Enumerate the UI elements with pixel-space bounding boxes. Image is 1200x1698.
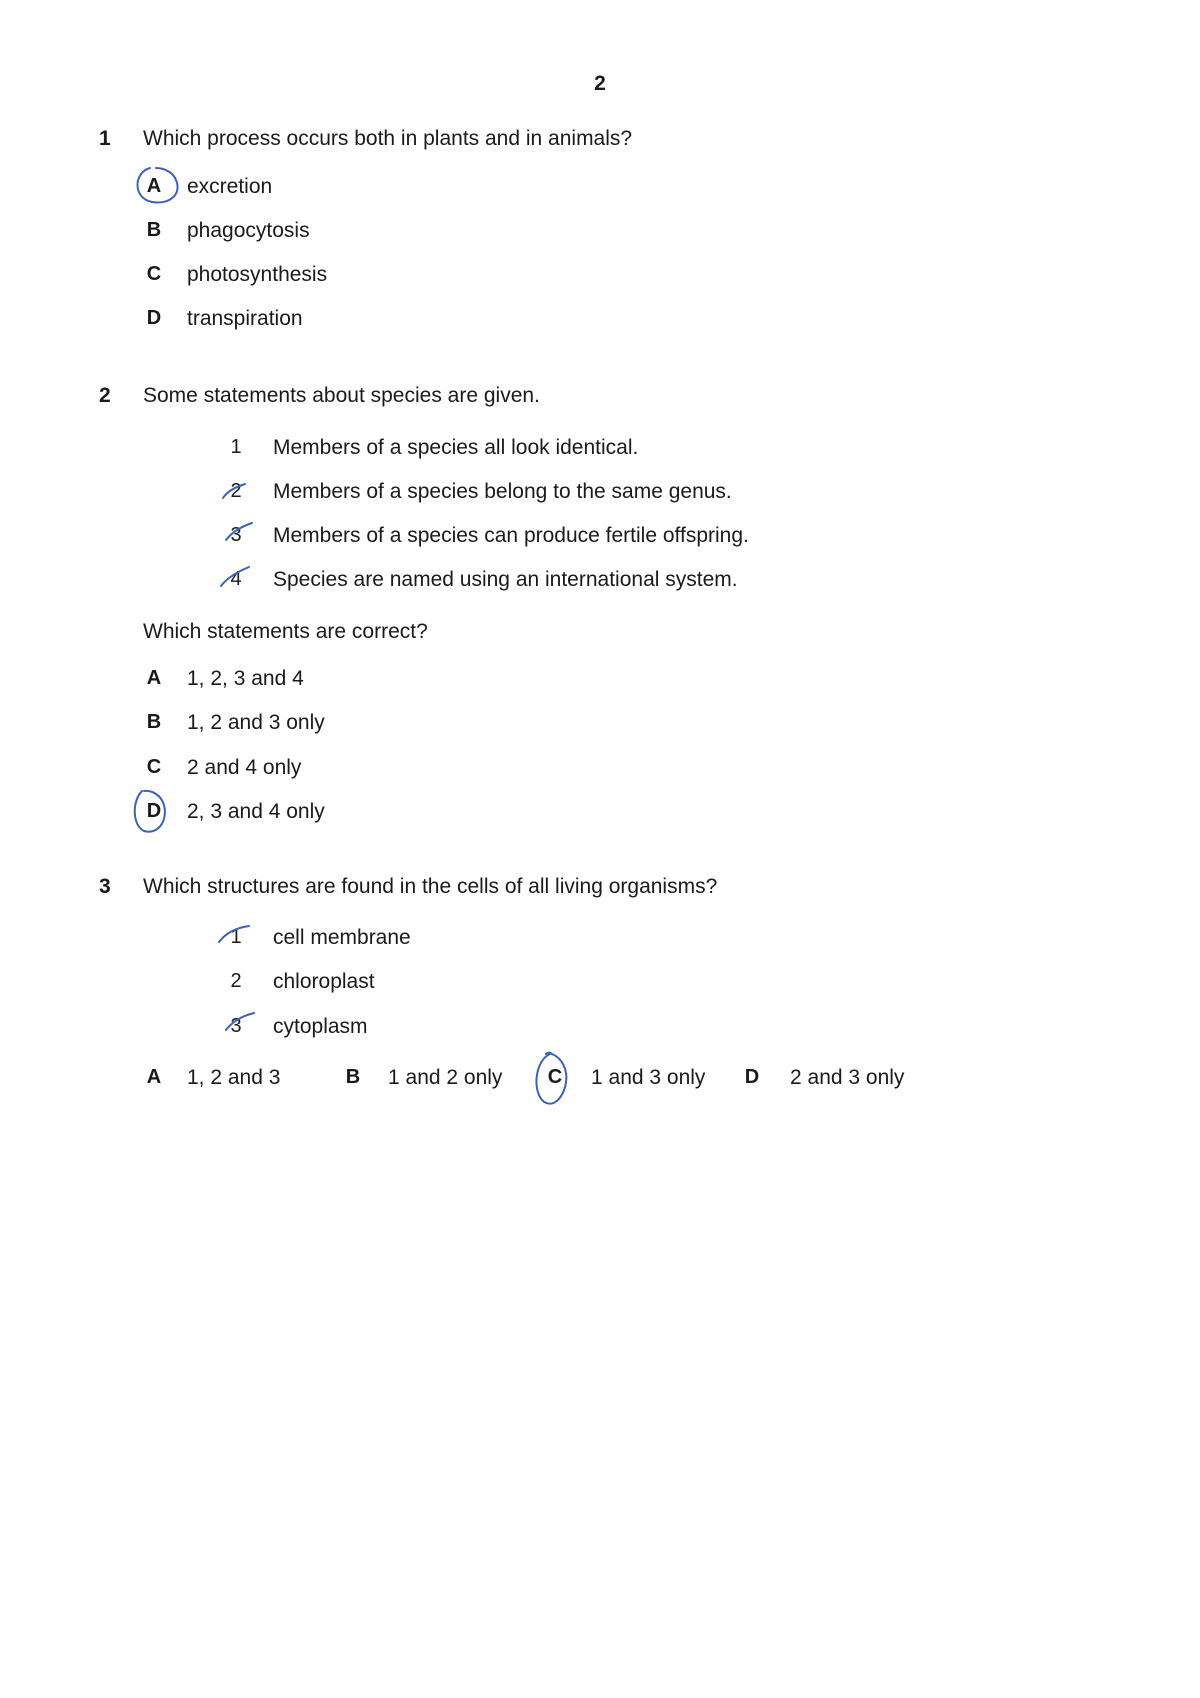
q2-statement-3-text: Members of a species can produce fertile offspring. <box>273 524 749 547</box>
q3-option-b-text: 1 and 2 only <box>388 1066 503 1089</box>
q3-statement-1-text: cell membrane <box>273 926 411 949</box>
q2-statement-2-number: 2 <box>230 480 242 502</box>
q1-option-a-letter: A <box>146 175 162 197</box>
q2-statement-4-number: 4 <box>230 568 242 590</box>
q1-option-c-text: photosynthesis <box>187 263 328 286</box>
q1-option-d-letter: D <box>146 307 162 329</box>
q2-statement-1-number: 1 <box>230 436 242 458</box>
q2-option-c-letter: C <box>146 756 162 778</box>
q3-option-a-text: 1, 2 and 3 <box>187 1066 281 1089</box>
q3-statement-2-number: 2 <box>230 970 242 992</box>
q2-option-a-text: 1, 2, 3 and 4 <box>187 667 304 690</box>
question-1-number: 1 <box>99 127 111 150</box>
question-3-text: Which structures are found in the cells of all living organisms? <box>143 875 718 898</box>
q2-statement-3-number: 3 <box>230 524 242 546</box>
q3-statement-3-text: cytoplasm <box>273 1015 368 1038</box>
question-2-text: Some statements about species are given. <box>143 384 540 407</box>
question-2-prompt: Which statements are correct? <box>143 620 428 643</box>
q1-option-b-letter: B <box>146 219 162 241</box>
q2-option-c-text: 2 and 4 only <box>187 756 302 779</box>
q2-option-b-letter: B <box>146 711 162 733</box>
q1-option-b-text: phagocytosis <box>187 219 310 242</box>
q2-statement-4-text: Species are named using an international system. <box>273 568 738 591</box>
q3-option-c-letter: C <box>547 1066 563 1088</box>
question-2-number: 2 <box>99 384 111 407</box>
q3-option-d-letter: D <box>744 1066 760 1088</box>
q3-statement-1-number: 1 <box>230 926 242 948</box>
q1-option-a-text: excretion <box>187 175 273 198</box>
q2-option-d-text: 2, 3 and 4 only <box>187 800 325 823</box>
q1-option-d-text: transpiration <box>187 307 303 330</box>
q3-statement-3-number: 3 <box>230 1015 242 1037</box>
q2-statement-1-text: Members of a species all look identical. <box>273 436 639 459</box>
page-number: 2 <box>594 72 606 95</box>
q3-statement-2-text: chloroplast <box>273 970 375 993</box>
q2-statement-2-text: Members of a species belong to the same genus. <box>273 480 732 503</box>
q3-option-b-letter: B <box>345 1066 361 1088</box>
question-1-text: Which process occurs both in plants and in animals? <box>143 127 633 150</box>
q3-option-d-text: 2 and 3 only <box>790 1066 905 1089</box>
question-3-number: 3 <box>99 875 111 898</box>
q2-option-d-letter: D <box>146 800 162 822</box>
q2-option-a-letter: A <box>146 667 162 689</box>
q2-option-b-text: 1, 2 and 3 only <box>187 711 325 734</box>
q3-option-c-text: 1 and 3 only <box>591 1066 706 1089</box>
q3-option-a-letter: A <box>146 1066 162 1088</box>
q1-option-c-letter: C <box>146 263 162 285</box>
